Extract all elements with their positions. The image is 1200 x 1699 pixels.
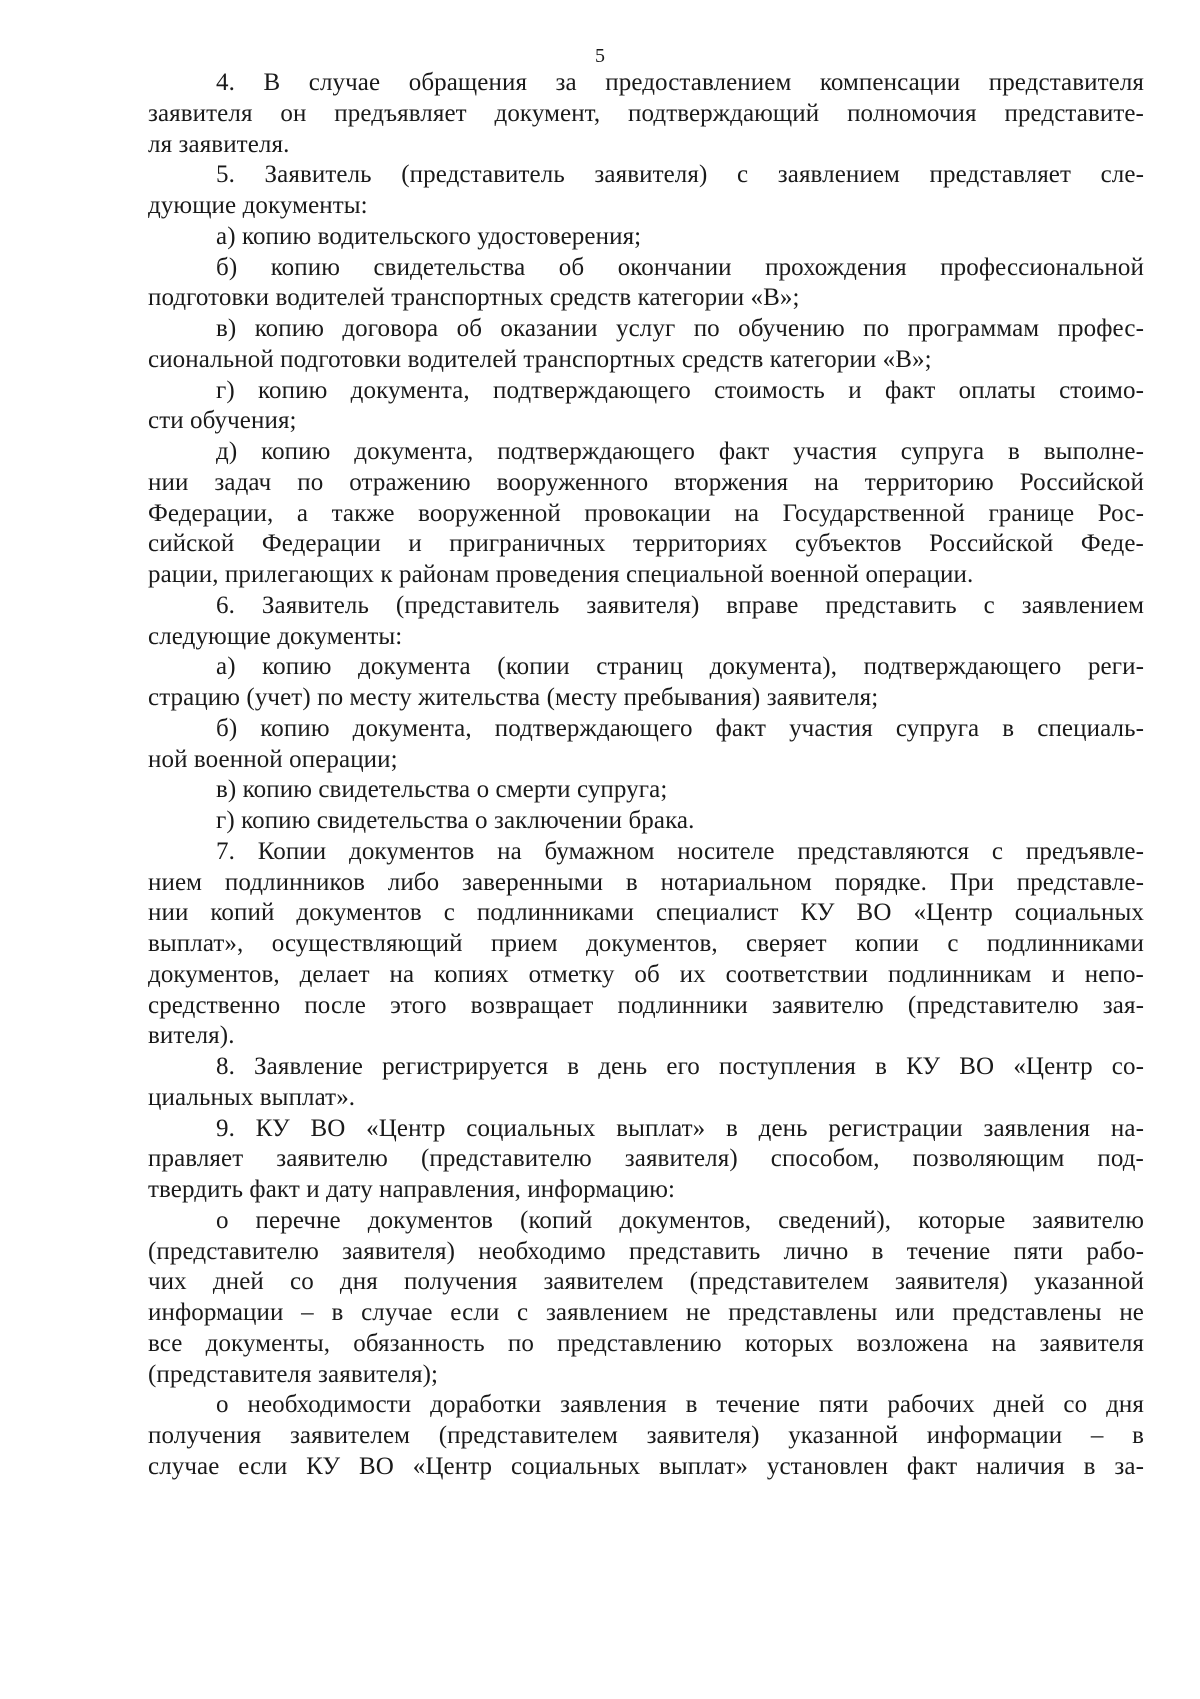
text-line: (представителю заявителя) необходимо представить лично в течение пяти рабо- [148,1237,1144,1265]
text-line: 5. Заявитель (представитель заявителя) с заявлением представляет сле- [216,161,1144,189]
text-line: 6. Заявитель (представитель заявителя) вправе представить с заявлением [216,591,1144,619]
text-line: информации – в случае если с заявлением не представлены или представлены не [148,1299,1144,1326]
text-line: рации, прилегающих к районам проведения специальной военной операции. [148,561,974,588]
text-line: выплат», осуществляющий прием документов, сверяет копии с подлинниками [148,930,1144,957]
text-line: сти обучения; [148,407,297,435]
text-line: Федерации, а также вооруженной провокации на Государственной границе Рос- [148,499,1144,527]
text-line: ной военной операции; [148,745,398,773]
text-line: в) копию свидетельства о смерти супруга; [216,776,668,804]
page-number: 5 [595,45,605,67]
text-line: 9. КУ ВО «Центр социальных выплат» в день регистрации заявления на- [216,1114,1144,1142]
text-line: 7. Копии документов на бумажном носителе представляются с предъявле- [216,837,1144,865]
text-line: твердить факт и дату направления, информацию: [148,1176,676,1203]
document-body [148,68,1144,1483]
text-line: б) копию свидетельства об окончании прохождения профессиональной [216,253,1144,281]
text-line: чих дней со дня получения заявителем (представителем заявителя) указанной [148,1268,1144,1296]
text-line: дующие документы: [148,192,368,219]
text-line: в) копию договора об оказании услуг по обучению по программам профес- [216,315,1144,342]
text-line: все документы, обязанность по представлению которых возложена на заявителя [148,1329,1144,1357]
text-line: вителя). [148,1022,235,1050]
text-line: нием подлинников либо заверенными в нотариальном порядке. При представле- [148,868,1144,896]
text-line: циальных выплат». [148,1083,356,1111]
text-line: документов, делает на копиях отметку об их соответствии подлинникам и непо- [148,960,1144,988]
text-line: нии копий документов с подлинниками специалист КУ ВО «Центр социальных [148,899,1144,927]
text-line: сиональной подготовки водителей транспортных средств категории «В»; [148,345,932,373]
text-line: правляет заявителю (представителю заявителя) способом, позволяющим под- [148,1145,1144,1173]
text-line: о перечне документов (копий документов, сведений), которые заявителю [216,1206,1144,1234]
text-line: 8. Заявление регистрируется в день его поступления в КУ ВО «Центр со- [216,1053,1144,1080]
text-line: г) копию свидетельства о заключении брака. [216,807,695,834]
text-line: сийской Федерации и приграничных территориях субъектов Российской Феде- [148,530,1144,558]
text-line: (представителя заявителя); [148,1360,439,1388]
text-line: б) копию документа, подтверждающего факт участия супруга в специаль- [216,714,1144,742]
text-line: г) копию документа, подтверждающего стоимость и факт оплаты стоимо- [216,376,1144,404]
text-line: подготовки водителей транспортных средств категории «В»; [148,284,800,312]
text-line: нии задач по отражению вооруженного вторжения на территорию Российской [148,468,1144,496]
text-line: следующие документы: [148,622,403,650]
text-line: о необходимости доработки заявления в течение пяти рабочих дней со дня [216,1391,1144,1419]
text-line: 4. В случае обращения за предоставлением компенсации представителя [216,69,1144,96]
text-line: случае если КУ ВО «Центр социальных выплат» установлен факт наличия в за- [148,1452,1144,1480]
text-line: д) копию документа, подтверждающего факт участия супруга в выполне- [216,438,1144,465]
text-line: а) копию водительского удостоверения; [216,222,642,250]
text-line: средственно после этого возвращает подлинники заявителю (представителю зая- [148,991,1144,1019]
text-line: заявителя он предъявляет документ, подтверждающий полномочия представите- [148,99,1144,127]
text-line: ля заявителя. [148,130,290,158]
text-line: получения заявителем (представителем заявителя) указанной информации – в [148,1422,1144,1449]
text-line: страцию (учет) по месту жительства (месту пребывания) заявителя; [148,684,879,711]
text-line: а) копию документа (копии страниц документа), подтверждающего реги- [216,653,1144,681]
